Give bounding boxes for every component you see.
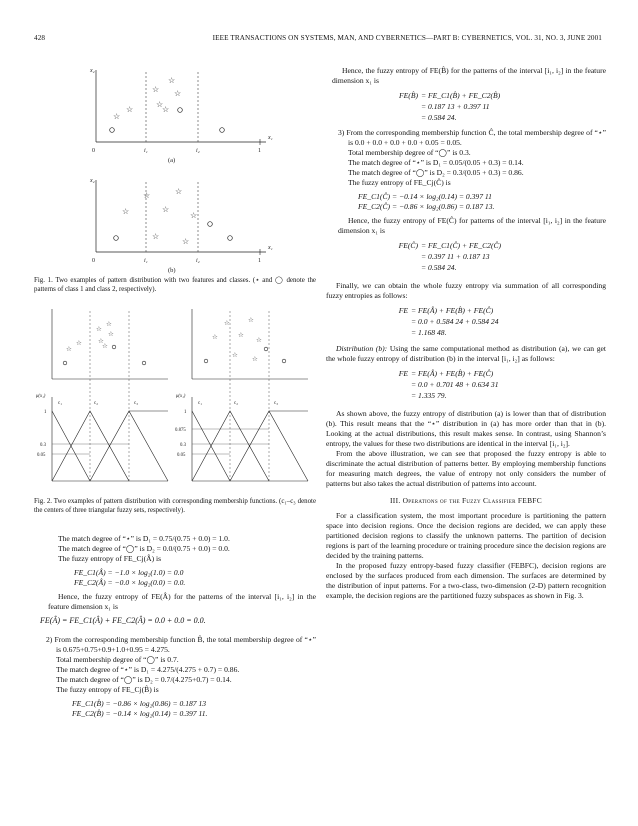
paragraph: For a classification system, the most important procedure is partitioning the pattern space into decision regions. Once the decision regions are decided, we can apply these partitioned decision regions to classify the unknown patterns. The partition of decision regions is part of the learning procedure or training procedure since the decision regions are decided by the training patterns. — [326, 511, 606, 561]
paragraph-heading: Distribution (b): — [336, 344, 388, 354]
fig2a-y-val-2: 0.3 — [40, 442, 46, 448]
circle-marker — [112, 345, 116, 349]
star-marker: ☆ — [162, 105, 170, 114]
star-marker: ☆ — [126, 105, 134, 114]
paragraph: Hence, the fuzzy entropy of FE(Â) for the patterns of the interval [i₁, i₂] in the feature dimension x₁ is — [48, 591, 316, 611]
fig2a-y-val-1: 1 — [44, 409, 47, 415]
equation-row: = 0.0 + 0.701 48 + 0.634 31 — [411, 379, 499, 389]
equation-rhs: = FE(Â) + FE(B̂) + FE(Ĉ) — [411, 368, 494, 378]
equation-row: = 0.584 24. — [421, 112, 457, 122]
figure-1-plot — [34, 52, 316, 274]
figure-2b — [175, 309, 308, 481]
star-marker: ☆ — [224, 319, 230, 327]
equation-lhs: FE — [398, 305, 408, 315]
fig1a-x-axis-label: x₁ — [268, 135, 273, 141]
fig1b-label: (b) — [168, 267, 176, 274]
circle-marker — [282, 359, 286, 363]
star-marker: ☆ — [174, 89, 182, 98]
fig2b-center-3: c₃ — [274, 400, 278, 406]
section-title: III. Operations of the Fuzzy Classifier FEBFC — [390, 496, 542, 506]
star-marker: ☆ — [248, 316, 254, 324]
fig2b-y-val-4: 0.05 — [177, 452, 186, 458]
equation: FE(Â) = FE_C1(Â) + FE_C2(Â) = 0.0 + 0.0 = 0.0. — [40, 615, 206, 625]
equation-row — [374, 240, 606, 251]
fig2b-y-val-1: 1 — [184, 409, 187, 415]
fig1b-tick-origin: 0 — [92, 258, 95, 264]
equation-row: = 0.397 11 + 0.187 13 — [421, 251, 490, 261]
figure-2-plot — [34, 305, 316, 495]
equation-row — [374, 90, 606, 101]
equation-row: = 1.168 48. — [411, 327, 447, 337]
fig2b-y-val-3: 0.3 — [180, 442, 186, 448]
text-line: The fuzzy entropy of FE_Cj(Â) is — [58, 553, 162, 563]
fig2b-center-2: c₂ — [234, 400, 238, 406]
fig1a-tick-i2: i₂ — [196, 148, 200, 154]
figure-2 — [34, 305, 316, 516]
fig1b-tick-end: 1 — [258, 258, 261, 264]
fig1b-tick-i1: i₁ — [144, 258, 148, 264]
circle-marker — [208, 222, 213, 227]
equation-block — [326, 240, 606, 273]
circle-marker — [114, 236, 119, 241]
equation-row: = 0.0 + 0.584 24 + 0.584 24 — [411, 316, 499, 326]
fig2b-center-1: c₁ — [198, 400, 202, 406]
text-line: The fuzzy entropy of FE_Cj(B̂) is — [56, 684, 159, 694]
paragraph — [326, 344, 606, 364]
page-number: 428 — [34, 34, 46, 42]
paragraph: As shown above, the fuzzy entropy of distribution (a) is lower than that of distribution (b). This result means that the “⋆” distribution in (a) has more order than that in (b). Looking at the actual distributions, this result makes sense. In contrast, using Shannon’s entropy, the values for these two distributions are identical in the interval [i₁, i₂]. — [326, 409, 606, 449]
star-marker: ☆ — [108, 330, 114, 338]
star-marker: ☆ — [238, 331, 244, 339]
list-item-body — [34, 655, 316, 719]
equation: FE_C1(Ĉ) = −0.14 × log₂(0.14) = 0.397 11 — [358, 192, 492, 202]
circle-marker — [228, 236, 233, 241]
text-line: The match degree of “⋆” is D₁ = 4.275/(4.275 + 0.7) = 0.86. — [56, 664, 240, 674]
circle-marker — [110, 128, 115, 133]
star-marker: ☆ — [190, 211, 198, 220]
circle-marker — [63, 361, 67, 365]
text-line: The fuzzy entropy of FE_Cj(Ĉ) is — [348, 178, 451, 188]
equation-lhs: FE — [398, 368, 408, 378]
star-marker: ☆ — [212, 333, 218, 341]
fig2b-y-val-2: 0.875 — [175, 427, 186, 433]
star-marker: ☆ — [152, 232, 160, 241]
star-marker: ☆ — [106, 320, 112, 328]
fig1b-y-axis-label: x₂ — [90, 178, 95, 184]
star-marker: ☆ — [175, 187, 183, 196]
paragraph: Hence, the fuzzy entropy of FE(Ĉ) for patterns of the interval [i₁, i₂] in the feature dimension x₁ is — [338, 216, 606, 236]
fig1b-tick-i2: i₂ — [196, 258, 200, 264]
figure-2-caption: Fig. 2. Two examples of pattern distribution with corresponding membership functions. (c₁–c₃ denote the centers of three triangular fuzzy sets, respectively). — [34, 497, 316, 514]
equation-row: = 1.335 79. — [411, 390, 447, 400]
circle-marker — [142, 361, 146, 365]
equation-block — [348, 192, 606, 212]
equation-lhs: FE(Ĉ) — [398, 240, 418, 250]
circle-marker — [220, 128, 225, 133]
equation-block — [58, 568, 316, 588]
paragraph-body: Using the same computational method as distribution (a), we can get the whole fuzzy entropy of distribution (b) in the interval [i₁, i₂] as follows: — [326, 344, 606, 364]
equation-lhs: FE(B̂) — [399, 90, 418, 100]
circle-marker — [264, 347, 268, 351]
equation-block — [56, 699, 316, 719]
text-line: The match degree of “◯” is D₂ = 0.7/(4.275+0.7) = 0.14. — [56, 674, 232, 684]
star-marker: ☆ — [122, 207, 130, 216]
star-marker: ☆ — [98, 337, 104, 345]
list-item-body — [326, 148, 606, 212]
star-marker: ☆ — [76, 339, 82, 347]
equation: FE_C2(Â) = −0.0 × log₂(0.0) = 0.0. — [74, 577, 186, 587]
equation-block — [326, 90, 606, 123]
star-marker: ☆ — [102, 342, 108, 350]
equation-block — [326, 368, 606, 401]
fig2b-mu-label: μ(x₁) — [176, 393, 186, 399]
equation-row — [368, 368, 606, 379]
equation: FE_C2(B̂) = −0.14 × log₂(0.14) = 0.397 11. — [72, 708, 208, 718]
star-marker: ☆ — [96, 325, 102, 333]
equation-row: = 0.187 13 + 0.397 11 — [421, 101, 490, 111]
equation-block — [326, 305, 606, 338]
equation: FE_C2(Ĉ) = −0.86 × log₂(0.86) = 0.187 13. — [358, 202, 495, 212]
fig1a-tick-end: 1 — [258, 148, 261, 154]
equation-rhs: = FE_C1(Ĉ) + FE_C2(Ĉ) — [421, 240, 502, 250]
star-marker: ☆ — [156, 100, 164, 109]
text-line: The match degree of “⋆” is D₁ = 0.75/(0.75 + 0.0) = 1.0. — [58, 533, 230, 543]
paragraph: Finally, we can obtain the whole fuzzy entropy via summation of all corresponding fuzzy entropies as follows: — [326, 281, 606, 301]
star-marker: ☆ — [143, 191, 151, 200]
star-marker: ☆ — [152, 85, 160, 94]
fig1a-tick-i1: i₁ — [144, 148, 148, 154]
figure-1b — [89, 178, 273, 274]
fig1b-x-axis-label: x₁ — [268, 245, 273, 251]
running-header: IEEE TRANSACTIONS ON SYSTEMS, MAN, AND CYBERNETICS—PART B: CYBERNETICS, VOL. 31, NO. 3, JUNE 2001 — [212, 34, 602, 42]
fig2a-center-3: c₃ — [134, 400, 138, 406]
star-marker: ☆ — [66, 345, 72, 353]
equation-row — [368, 305, 606, 316]
star-marker: ☆ — [162, 205, 170, 214]
star-marker: ☆ — [182, 237, 190, 246]
list-item: 3) From the corresponding membership function Ĉ, the total membership degree of “⋆” is 0.0 + 0.0 + 0.0 + 0.0 + 0.05 = 0.05. — [338, 128, 606, 148]
fig1a-tick-origin: 0 — [92, 148, 95, 154]
circle-marker — [204, 359, 208, 363]
fig2a-y-val-3: 0.05 — [37, 452, 46, 458]
paragraph: In the proposed fuzzy entropy-based fuzzy classifier (FEBFC), decision regions are enclosed by the surfaces produced from each dimension. The surfaces are determined by the distribution of input patterns. For a two-class, two-dimension (2-D) pattern recognition example, the decision regions are the partitioned fuzzy subspaces as shown in Fig. 3. — [326, 561, 606, 601]
text-line: The match degree of “◯” is D₂ = 0.0/(0.75 + 0.0) = 0.0. — [58, 543, 230, 553]
left-column — [34, 52, 316, 723]
star-marker: ☆ — [256, 336, 262, 344]
text-line: Total membership degree of “◯” is 0.3. — [348, 148, 471, 158]
fig1a-label: (a) — [168, 157, 176, 164]
text-line: The match degree of “◯” is D₂ = 0.3/(0.05 + 0.3) = 0.86. — [348, 168, 524, 178]
paragraph: From the above illustration, we can see that proposed the fuzzy entropy is able to discriminate the actual distribution of patterns better. By employing membership functions for measuring match degrees, the value of entropy not only considers the number of patterns but also takes the actual distribution of patterns into account. — [326, 449, 606, 489]
star-marker: ☆ — [168, 76, 176, 85]
left-body-text — [34, 534, 316, 588]
equation: FE_C1(Â) = −1.0 × log₂(1.0) = 0.0 — [74, 567, 184, 577]
list-item: 2) From the corresponding membership function B̂, the total membership degree of “⋆” is 0.675+0.75+0.9+1.0+0.95 = 4.275. — [46, 634, 316, 654]
paragraph: Hence, the fuzzy entropy of FE(B̂) for the patterns of the interval [i₁, i₂] in the feature dimension x₁ is — [332, 66, 606, 86]
equation-block — [34, 616, 316, 627]
equation-row: = 0.584 24. — [421, 262, 457, 272]
equation-rhs: = FE(Â) + FE(B̂) + FE(Ĉ) — [411, 305, 494, 315]
fig2a-center-1: c₁ — [58, 400, 62, 406]
fig2a-center-2: c₂ — [94, 400, 98, 406]
text-line: The match degree of “⋆” is D₁ = 0.05/(0.05 + 0.3) = 0.14. — [348, 158, 524, 168]
equation-rhs: = FE_C1(B̂) + FE_C2(B̂) — [421, 90, 501, 100]
figure-2a — [36, 309, 168, 481]
star-marker: ☆ — [232, 351, 238, 359]
circle-marker — [178, 108, 183, 113]
star-marker: ☆ — [113, 112, 121, 121]
fig1a-y-axis-label: x₂ — [90, 68, 95, 74]
right-column — [326, 52, 606, 601]
figure-1-caption: Fig. 1. Two examples of pattern distribution with two features and classes. (⋆ and ◯ denote the patterns of class 1 and class 2, respectively). — [34, 277, 316, 293]
figure-1a — [89, 68, 273, 164]
equation: FE_C1(B̂) = −0.86 × log₂(0.86) = 0.187 13 — [72, 698, 207, 708]
fig2a-mu-label: μ(x₁) — [36, 393, 46, 399]
text-line: Total membership degree of “◯” is 0.7. — [56, 654, 179, 664]
star-marker: ☆ — [252, 355, 258, 363]
figure-1 — [34, 52, 316, 295]
